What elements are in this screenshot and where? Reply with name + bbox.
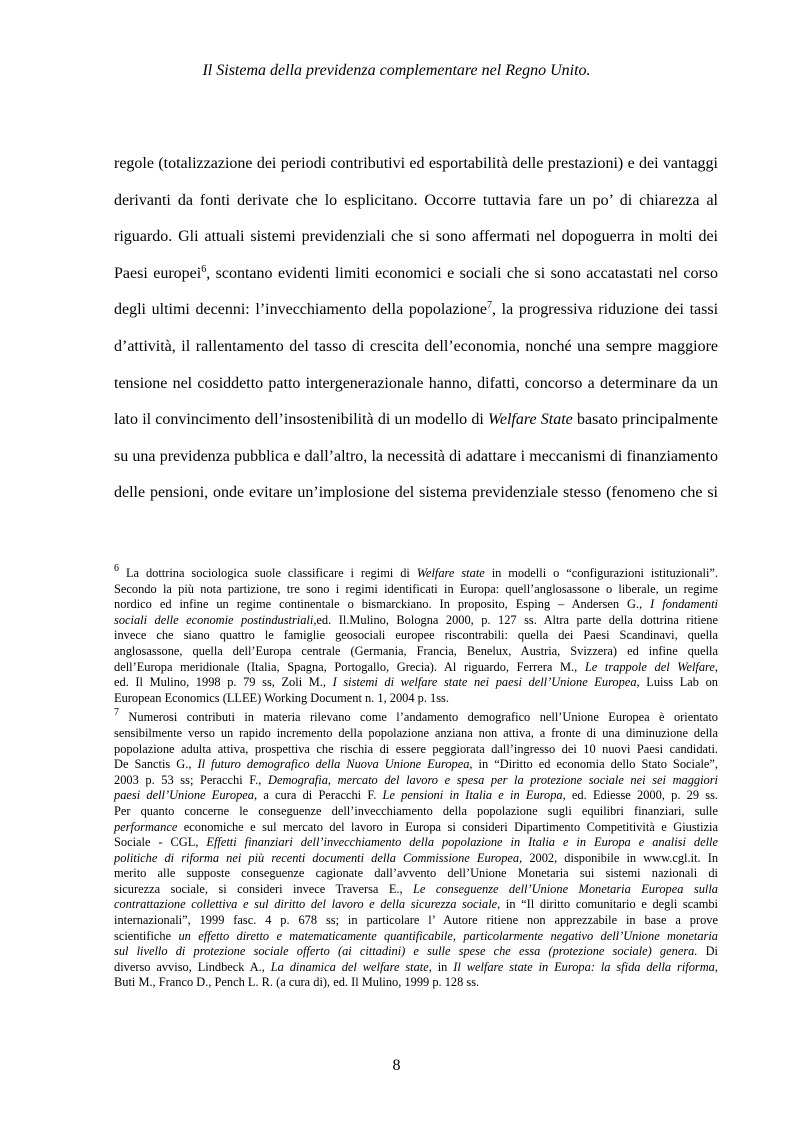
footnote-line: 2003 p. 53 ss; Peracchi F., Demografia, mercato del lavoro e spesa per la protezione sociale nei sei maggiori — [114, 772, 719, 787]
footnote-ref: 6 — [201, 263, 207, 275]
footnote-number: 7 — [114, 707, 119, 719]
body-line: degli ultimi decenni: l’invecchiamento della popolazione$^7$, la progressiva riduzione dei tassi — [114, 300, 719, 319]
footnote-line: Sociale - CGL, Effetti finanziari dell’invecchiamento della popolazione in Italia e in Europa e analisi delle — [114, 835, 718, 850]
footnote-line: Secondo la più nota partizione, tre sono i regimi identificati in Europa: quell’anglosassone o liberale, un regime — [114, 581, 718, 596]
footnote-7 — [114, 707, 719, 991]
footnote-line: Per quanto concerne le conseguenze dell’invecchiamento della popolazione sugli equilibri finanziari, sulle — [114, 803, 718, 818]
footnote-line: merito alle supposte conseguenze cagionate dall’avvento dell’Unione Monetaria sui sistemi nazionali di — [114, 866, 718, 881]
footnote-line: De Sanctis G., Il futuro demografico della Nuova Unione Europea, in “Diritto ed economia dello Stato Sociale”, — [114, 757, 718, 772]
footnote-line: politiche di riforma nei più recenti documenti della Commissione Europea, 2002, disponibile in www.cgl.it. In — [114, 850, 719, 865]
footnote-line: $^7$ Numerosi contributi in materia rilevano come l’andamento demografico nell’Unione Europea è orientato — [114, 707, 718, 725]
footnote-line: dell’Europa meridionale (Italia, Spagna, Portogallo, Grecia). Al riguardo, Ferrera M., Le trappole del Welfare, — [114, 659, 718, 674]
footnote-line: performance economiche e sul mercato del lavoro in Europa si consideri Dipartimento Competitività e Giustizia — [114, 819, 718, 834]
running-header: Il Sistema della previdenza complementare nel Regno Unito. — [202, 62, 591, 79]
page-number: 8 — [392, 1057, 401, 1074]
footnotes — [114, 563, 719, 995]
footnote-line: anglosassone, quella dell’Europa centrale (Germania, Francia, Benelux, Austria, Svizzera) ed infine quella — [114, 643, 718, 658]
body-line: su una previdenza pubblica e dall’altro, la necessità di adattare i meccanismi di finanziamento — [114, 447, 718, 465]
footnote-line: ed. Il Mulino, 1998 p. 79 ss, Zoli M., I sistemi di welfare state nei paesi dell’Unione Europea, Luiss Lab on — [114, 675, 718, 690]
body-line: derivanti da fonti derivate che lo esplicitano. Occorre tuttavia fare un po’ di chiarezza al — [114, 191, 718, 209]
body-line: tensione nel cosiddetto patto intergenerazionale hanno, difatti, concorso a determinare da un — [114, 374, 718, 392]
footnote-line: sicurezza sociale, si consideri invece Traversa E., Le conseguenze dell’Unione Monetaria Europea sulla — [114, 881, 718, 896]
footnote-6 — [114, 563, 719, 706]
footnote-line: popolazione adulta attiva, prospettiva che rischia di essere peggiorata dall’ingresso dei 10 nuovi Paesi candidati. — [114, 741, 718, 756]
footnote-ref: 7 — [487, 300, 493, 312]
body-line: lato il convincimento dell’insostenibilità di un modello di Welfare State basato principalmente — [114, 411, 718, 429]
footnote-line: contrattazione collettiva e sul diritto del lavoro e della sicurezza sociale, in “Il diritto comunitario e degli scambi — [114, 897, 719, 912]
body-line: regole (totalizzazione dei periodi contributivi ed esportabilità delle prestazioni) e dei vantaggi — [114, 155, 718, 172]
body-line: Paesi europei$^6$, scontano evidenti limiti economici e sociali che si sono accatastati nel corso — [114, 263, 719, 282]
footnote-number: 6 — [114, 563, 119, 574]
footnote-line: scientifiche un effetto diretto e matematicamente quantificabile, particolarmente negativo dell’Unione monetaria — [114, 928, 718, 943]
body-line: riguardo. Gli attuali sistemi previdenziali che si sono affermati nel dopoguerra in molti dei — [114, 228, 718, 246]
footnote-line: invece che siano quattro le famiglie geosociali europee riscontrabili: quella dei Paesi Scandinavi, quella — [114, 628, 718, 643]
body-text — [114, 146, 718, 512]
footnote-line: $^6$ La dottrina sociologica suole classificare i regimi di Welfare state in modelli o “configurazioni istituzionali”. — [114, 563, 719, 580]
footnote-line: nordico ed infine un regime continentale o bismarckiano. In proposito, Esping – Andersen G., I fondamenti — [114, 597, 719, 612]
body-line: delle pensioni, onde evitare un’implosione del sistema previdenziale stesso (fenomeno che si — [114, 484, 718, 502]
footnote-line: sociali delle economie postindustriali,ed. Il.Mulino, Bologna 2000, p. 127 ss. Altra parte della dottrina ritiene — [114, 612, 718, 627]
footnote-line: diverso avviso, Lindbeck A., La dinamica del welfare state, in Il welfare state in Europa: la sfida della riforma, — [114, 959, 718, 974]
footnote-line: sensibilmente verso un rapido incremento della popolazione anziana non attiva, a fronte di una diminuzione della — [114, 725, 718, 740]
footnote-line: European Economics (LLEE) Working Document n. 1, 2004 p. 1ss. — [114, 690, 449, 705]
footnote-line: internazionali”, 1999 fasc. 4 p. 678 ss; in particolare l’ Autore ritiene non apprezzabile in base a prove — [114, 913, 718, 928]
footnote-line: Buti M., Franco D., Pench L. R. (a cura di), ed. Il Mulino, 1999 p. 128 ss. — [114, 975, 480, 990]
footnote-line: sul livello di protezione sociale offerto (ai cittadini) e sulle spese che essa (protezione sociale) genera. Di — [114, 944, 718, 959]
body-line: d’attività, il rallentamento del tasso di crescita dell’economia, nonché una sempre maggiore — [114, 337, 718, 355]
footnote-line: paesi dell’Unione Europea, a cura di Peracchi F. Le pensioni in Italia e in Europa, ed. Ediesse 2000, p. 29 ss. — [114, 788, 718, 803]
